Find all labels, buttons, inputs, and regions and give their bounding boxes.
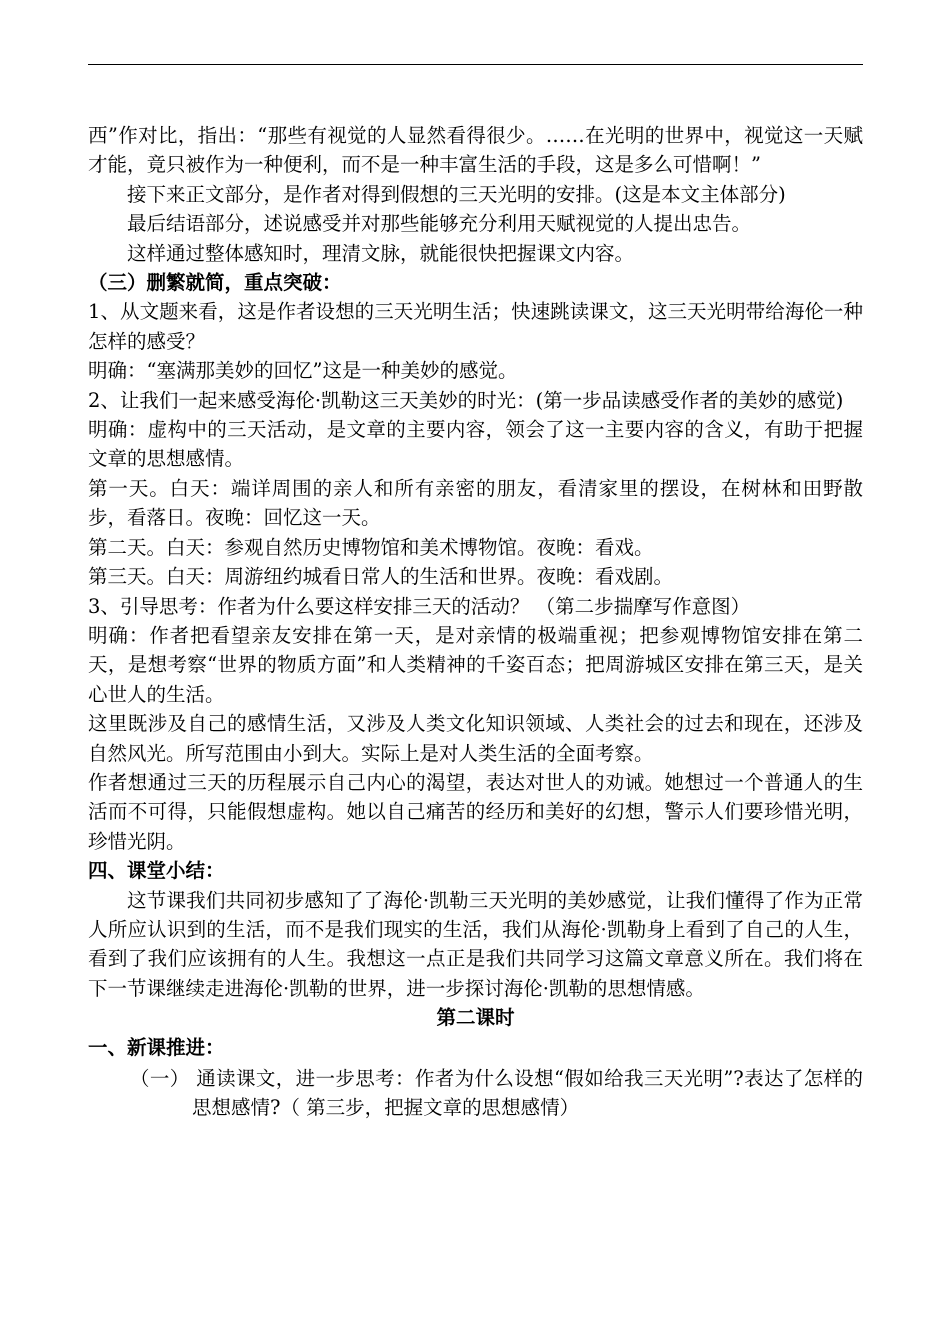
paragraph-main-body: 接下来正文部分，是作者对得到假想的三天光明的安排。(这是本文主体部分) (127, 182, 786, 206)
answer-2: 明确：虚构中的三天活动，是文章的主要内容，领会了这一主要内容的含义，有助于把握文章的思想感情。 (88, 418, 863, 471)
question-3: 3、引导思考：作者为什么要这样安排三天的活动？ （第二步揣摩写作意图） (88, 594, 751, 618)
day-one: 第一天。白天：端详周围的亲人和所有亲密的朋友，看清家里的摆设，在树林和田野散步，看落日。夜晚：回忆这一天。 (88, 476, 863, 530)
question-2: 2、让我们一起来感受海伦·凯勒这三天美妙的时光：(第一步品读感受作者的美妙的感觉) (88, 388, 844, 412)
document-body (88, 121, 863, 1123)
section-heading-3: （三）删繁就简，重点突破： (88, 271, 342, 295)
paragraph-overall-perception: 这样通过整体感知时，理清文脉，就能很快把握课文内容。 (127, 241, 635, 265)
day-two: 第二天。白天：参观自然历史博物馆和美术博物馆。夜晚：看戏。 (88, 535, 654, 559)
header-rule (88, 64, 863, 65)
analysis-intent: 作者想通过三天的历程展示自己内心的渴望，表达对世人的劝诫。她想过一个普通人的生活而不可得，只能假想虚构。她以自己痛苦的经历和美好的幻想，警示人们要珍惜光明，珍惜光阴。 (88, 770, 863, 853)
section-heading-new-lesson: 一、新课推进： (88, 1035, 225, 1059)
day-three: 第三天。白天：周游纽约城看日常人的生活和世界。夜晚：看戏剧。 (88, 565, 674, 589)
answer-1: 明确：“塞满那美妙的回忆”这是一种美妙的感觉。 (88, 359, 518, 383)
paragraph-conclusion-part: 最后结语部分，述说感受并对那些能够充分利用天赋视觉的人提出忠告。 (127, 212, 752, 236)
question-1: 1、从文题来看，这是作者设想的三天光明生活；快速跳读课文，这三天光明带给海伦一种怎样的感受？ (88, 300, 863, 353)
new-lesson-item-1: （一） 通读课文，进一步思考：作者为什么设想“假如给我三天光明”?表达了怎样的思想感情?（ 第三步，把握文章的思想感情） (130, 1067, 863, 1120)
section-heading-summary: 四、课堂小结： (88, 859, 225, 883)
answer-3: 明确：作者把看望亲友安排在第一天，是对亲情的极端重视；把参观博物馆安排在第二天，是想考察“世界的物质方面”和人类精神的千姿百态；把周游城区安排在第三天，是关心世人的生活。 (88, 623, 863, 706)
lesson-two-title: 第二课时 (436, 1006, 515, 1030)
paragraph-comparison-quote: 西”作对比，指出：“那些有视觉的人显然看得很少。……在光明的世界中，视觉这一天赋才能，竟只被作为一种便利，而不是一种丰富生活的手段，这是多么可惜啊！” (88, 124, 863, 177)
summary-paragraph: 这节课我们共同初步感知了了海伦·凯勒三天光明的美妙感觉，让我们懂得了作为正常人所应认识到的生活，而不是我们现实的生活，我们从海伦·凯勒身上看到了自己的人生，看到了我们应该拥有的人生。我想这一点正是我们共同学习这篇文章意义所在。我们将在下一节课继续走进海伦·凯勒的世界，进一步探讨海伦·凯勒的思想情感。 (88, 888, 863, 1000)
analysis-scope: 这里既涉及自己的感情生活，又涉及人类文化知识领域、人类社会的过去和现在，还涉及自然风光。所写范围由小到大。实际上是对人类生活的全面考察。 (88, 712, 863, 765)
